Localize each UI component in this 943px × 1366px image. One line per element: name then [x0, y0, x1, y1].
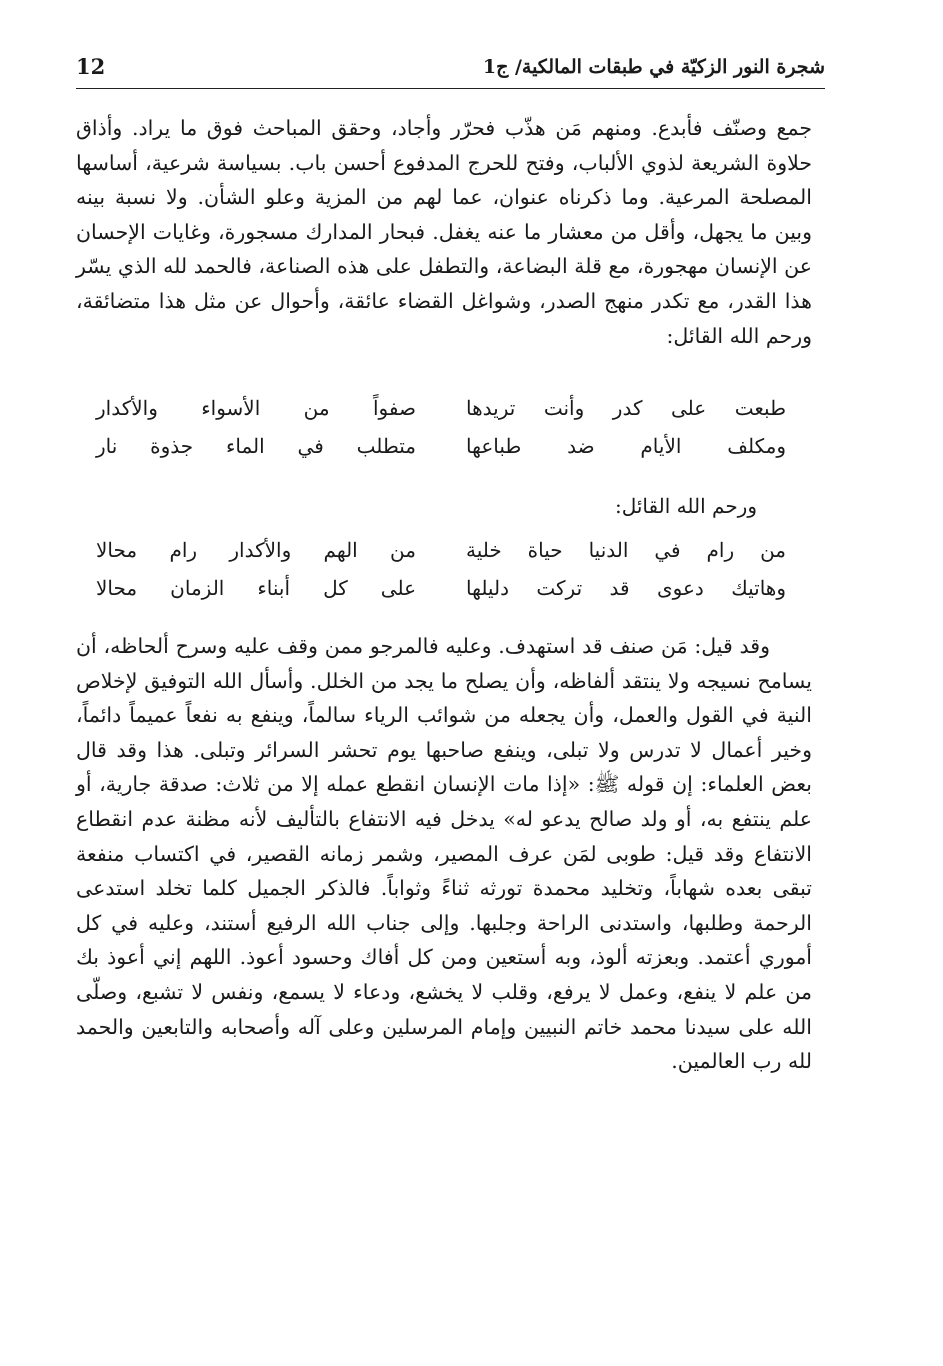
paragraph-text: جمع وصنّف فأبدع. ومنهم مَن هذّب فحرّر وأجاد، وحقق المباحث فوق ما يراد. وأذاق حلاوة الشريعة لذوي الألباب، وفتح للحرج المدفوع أحسن باب. بسياسة شرعية، أساسها المصلحة المرعية. وما ذكرناه عنوان، عما لهم من المزية وعلو الشأن. ولا نسبة بينه وبين ما يجهل، وأقل من معشار ما عنه يغفل. فبحار المدارك مسجورة، وغايات الإحسان عن الإنسان مهجورة، مع قلة البضاعة، والتطفل على هذه الصناعة، فالحمد لله الذي يسّر هذا القدر، مع تكدر منهج الصدر، وشواغل القضاء عائقة، وأحوال عن مثل هذا متضائقة، ورحم الله القائل:: [76, 116, 812, 348]
verse-line: [96, 396, 786, 434]
paragraph-opening: [76, 111, 812, 353]
running-title: شجرة النور الزكيّة في طبقات المالكية/ ج1: [482, 56, 825, 78]
verse-second-hemistich: متطلب في الماء جذوة نار: [96, 434, 416, 458]
verse-second-hemistich: من الهم والأكدار رام محالا: [96, 538, 416, 562]
verse-line: [96, 434, 786, 472]
poem-1: [96, 396, 786, 472]
verse-line: [96, 538, 786, 576]
verse-first-hemistich: وهاتيك دعوى قد تركت دليلها: [466, 576, 786, 600]
paragraph-text: وقد قيل: مَن صنف قد استهدف. وعليه فالمرجو ممن وقف عليه وسرح ألحاظه، أن يسامح نسيجه ولا ينتقد ألفاظه، وأن يصلح ما يجد من الخلل. وأسأل الله التوفيق لإخلاص النية في القول والعمل، وأن يجعله من شوائب الرياء سالماً، وينفع به نفعاً عميماً دائماً، وخير أعمال لا تدرس ولا تبلى، وينفع صاحبها يوم تحشر السرائر وتبلى. هذا وقد قال بعض العلماء: إن قوله ﷺ: «إذا مات الإنسان انقطع عمله إلا من ثلاث: صدقة جارية، أو علم ينتفع به، أو ولد صالح يدعو له» يدخل فيه الانتفاع بالتأليف لأنه مظنة عدم انقطاع الانتفاع وقد قيل: طوبى لمَن عرف المصير، وشمر زمانه القصير، في اكتساب منفعة تبقى بعده شهاباً، وتخليد محمدة تورثه ثناءً وثواباً. فالذكر الجميل كلما تخلد استدعى الرحمة وطلبها، واستدنى الراحة وجلبها. وإلى جناب الله الرفيع أستند، وعليه في كل أموري أعتمد. وبعزته ألوذ، وبه أستعين ومن كل أفاك وحسود أعوذ. اللهم إني أعوذ بك من علم لا ينفع، وعمل لا يرفع، وقلب لا يخشع، ودعاء لا يسمع، ونفس لا تشبع، وصلّى الله على سيدنا محمد خاتم النبيين وإمام المرسلين وعلى آله وأصحابه والتابعين والحمد لله رب العالمين.: [76, 634, 812, 1074]
paragraph-closing: [76, 629, 812, 1079]
verse-first-hemistich: طبعت على كدر وأنت تريدها: [466, 396, 786, 420]
verse-first-hemistich: ومكلف الأيام ضد طباعها: [466, 434, 786, 458]
verse-line: [96, 576, 786, 614]
verse-second-hemistich: صفواً من الأسواء والأكدار: [96, 396, 416, 420]
verse-first-hemistich: من رام في الدنيا حياة خلية: [466, 538, 786, 562]
page-number: 12: [76, 54, 106, 79]
poem-2-intro: ورحم الله القائل:: [614, 494, 757, 518]
verse-second-hemistich: على كل أبناء الزمان محالا: [96, 576, 416, 600]
running-header: [76, 52, 825, 92]
poem-2: [96, 538, 786, 614]
header-rule: [76, 88, 825, 89]
